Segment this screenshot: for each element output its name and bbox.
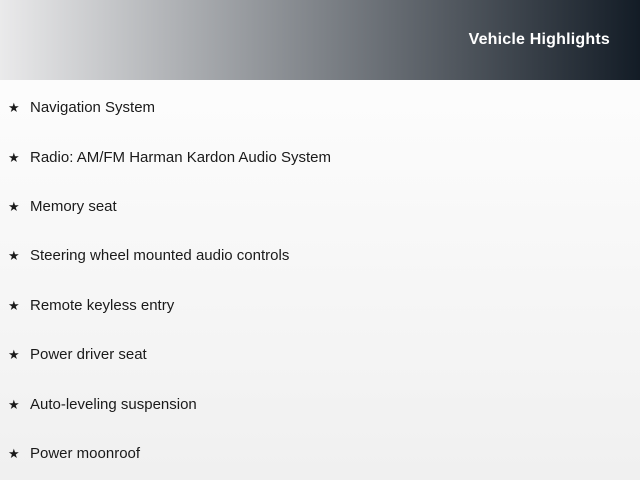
highlights-list: [0, 80, 640, 478]
list-item-label: Power driver seat: [30, 346, 147, 364]
list-item-label: Memory seat: [30, 197, 117, 215]
list-item: [8, 132, 640, 181]
star-icon: ★: [8, 445, 20, 461]
star-icon: ★: [8, 149, 20, 165]
list-item: [8, 429, 640, 478]
list-item: [8, 281, 640, 330]
list-item: [8, 379, 640, 428]
star-icon: ★: [8, 198, 20, 214]
star-icon: ★: [8, 100, 20, 116]
star-icon: ★: [8, 248, 20, 264]
star-icon: ★: [8, 297, 20, 313]
list-item: [8, 182, 640, 231]
header: [0, 0, 640, 80]
list-item-label: Remote keyless entry: [30, 296, 175, 314]
list-item-label: Radio: AM/FM Harman Kardon Audio System: [30, 148, 331, 166]
list-item-label: Navigation System: [30, 99, 156, 117]
star-icon: ★: [8, 347, 20, 363]
list-item: [8, 231, 640, 280]
list-item-label: Auto-leveling suspension: [30, 395, 197, 413]
list-item-label: Power moonroof: [30, 444, 141, 462]
list-item: [8, 330, 640, 379]
list-item-label: Steering wheel mounted audio controls: [30, 247, 290, 265]
page-title: Vehicle Highlights: [468, 31, 610, 48]
star-icon: ★: [8, 396, 20, 412]
list-item: [8, 83, 640, 132]
